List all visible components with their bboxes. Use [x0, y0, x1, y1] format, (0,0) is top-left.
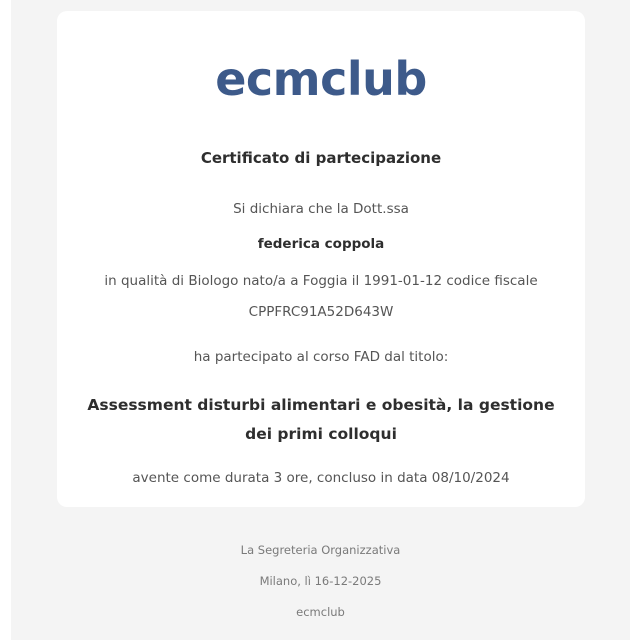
- footer-place-date: Milano, lì 16-12-2025: [259, 574, 382, 588]
- certificate-page: [11, 0, 630, 640]
- qualification-line: in qualità di Biologo nato/a a Foggia il 1991-01-12 codice fiscale: [104, 273, 538, 289]
- certificate-intro: Si dichiara che la Dott.ssa: [233, 201, 409, 217]
- participant-name: federica coppola: [257, 236, 385, 252]
- certificate-card: [57, 11, 585, 507]
- course-title: Assessment disturbi alimentari e obesità, la gestione dei primi colloqui: [87, 396, 555, 443]
- footer-secretariat: La Segreteria Organizzativa: [240, 543, 401, 557]
- certificate-title: Certificato di partecipazione: [200, 149, 442, 167]
- fiscal-code: CPPFRC91A52D643W: [248, 304, 394, 320]
- ecmclub-logo: ecmclub: [215, 52, 427, 106]
- footer-signature: ecmclub: [296, 605, 345, 619]
- course-intro: ha partecipato al corso FAD dal titolo:: [193, 349, 449, 365]
- duration-line: avente come durata 3 ore, concluso in data 08/10/2024: [132, 470, 510, 486]
